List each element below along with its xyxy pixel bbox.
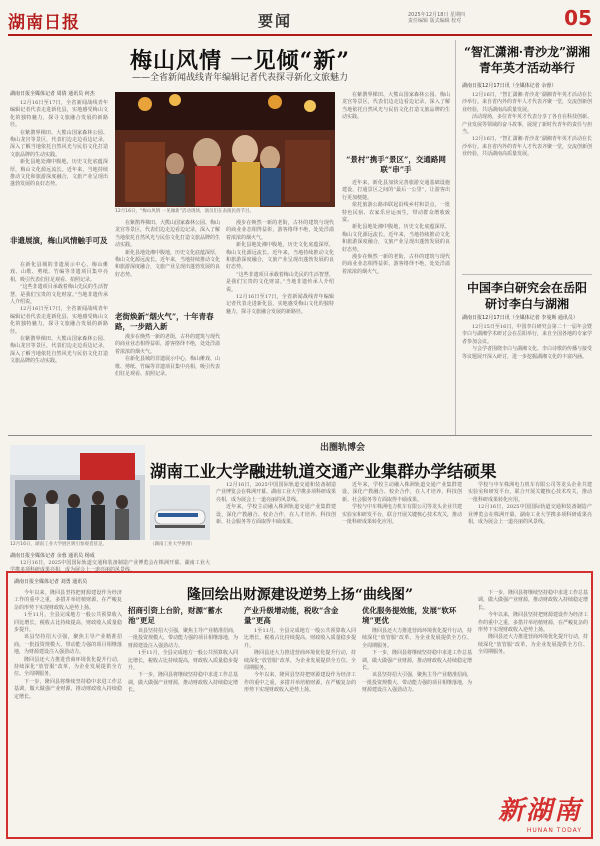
right-story-1-byline: 湖南日报12月17日讯（全媒体记者 余蓉） [462, 83, 557, 89]
paragraph: 12月15日至16日，中国李白研究会第二十一届年会暨李白与湖湘学术研讨会在岳阳举行，来自全国各地的专家学者参加会议。 [462, 324, 593, 345]
paragraph: 漫步在焕然一新的老街，古朴的建筑与现代的商业业态相得益彰，游客络绎不绝，处处洋溢着浓浓的烟火气。 [226, 220, 334, 241]
right-story-1-headline: “智汇潇湘·青沙龙”湖湘青年英才活动举行 [464, 45, 590, 75]
lead-body-5 [226, 220, 334, 430]
right-story-1-body [462, 92, 592, 272]
lead-byline: 湖南日报全媒体记者 周倩 通讯员 何杰 [10, 91, 95, 97]
paragraph: 1至11月，全县完成地方一般公共预算收入同比增长，税收占比持续提高，财政收入质量稳步提升。 [14, 612, 122, 634]
paragraph: 近年来，学校主动融入株洲轨道交通产业集群建设，深化产教融合、校企合作，在人才培养、科技创新、社会服务等方面取得丰硕成果。 [342, 482, 462, 503]
paragraph: 今年以来，隆回县坚持把财源建设作为经济工作的重中之重，多措并举培植财源，在严峻复杂的形势下实现财政收入逆势上扬。 [478, 612, 589, 634]
paragraph: 在紫鹊界梯田、大熊山国家森林公园、梅山龙宫等景区，代表们边走边看边记录，深入了解当地依托自然风光与民俗文化打造文旅品牌的生动实践。 [10, 129, 108, 158]
paragraph: 与会学者围绕李白与湖湘文化、李白诗歌的传播与接受等议题展开深入研讨，进一步挖掘湖湘文化的丰富内涵。 [462, 346, 593, 360]
middle-photo-caption-left: 12月16日，湖南工业大学展区吸引参观者驻足。 [10, 542, 107, 547]
paragraph: 下一步，隆回县将继续坚持稳中求进工作总基调，做大做强产业财源，推动财政收入持续稳定增长。 [362, 650, 473, 672]
paragraph: 在新化县城的非遗展示中心，梅山傩戏、山歌、剪纸、竹编等非遗项目集中亮相，吸引代表们驻足观看、拍照记录。 [115, 356, 221, 378]
paragraph: 今年以来，隆回县坚持把财源建设作为经济工作的重中之重，多措并举培植财源，在严峻复杂的形势下实现财政收入逆势上扬。 [244, 672, 356, 694]
brand-watermark [498, 790, 582, 834]
lead-sidebar-body [342, 180, 450, 430]
lead-sidebar-heading: “景村”携手“景区”，交通路网联“串”手 [346, 155, 446, 174]
right-story-2-body [462, 324, 592, 432]
paragraph: 隆回县还大力推进营商环境优化提升行动，持续深化“放管服”改革，为企业发展提供全方位、全周期服务。 [244, 650, 356, 672]
festival-scene-image [115, 92, 335, 207]
newspaper-logo: 湖南日报 [8, 13, 80, 33]
paragraph: “这些非遗项目承载着梅山先民的生活智慧，是我们宝贵的文化财富。”当地非遗传承人介绍说。 [10, 284, 108, 306]
middle-headline: 湖南工业大学融进轨道交通产业集群办学结硕果 [150, 462, 497, 481]
paragraph: 活动现场，多位青年英才代表分享了各自在科技创新、产业发展等领域的奋斗故事，展现了新时代青年的责任与担当。 [462, 114, 593, 136]
paragraph: 12月16日，2025中国国际轨道交通和装备制造产业博览会在株洲开幕。湖南工业大学携多项科研成果亮相，成为展会上一道亮丽的风景线。 [468, 504, 592, 526]
paragraph: 1至11月，全县完成地方一般公共预算收入同比增长，税收占比持续提高，财政收入质量稳步提升。 [244, 628, 356, 649]
page-number: 05 [564, 6, 592, 30]
lead-body-2 [10, 262, 108, 430]
lead-body-4 [115, 334, 220, 430]
right-story-2-headline: 中国李白研究会在岳阳研讨李白与湖湘 [466, 281, 587, 311]
middle-kicker: 出圈轨博会 [320, 443, 366, 453]
lead-subhead-2: 非遗展演，梅山风情触手可及 [10, 236, 108, 245]
paragraph: 学校与中车株洲电力机车有限公司等龙头企业共建实验室和研发平台，联合开展关键核心技术攻关，推动一批科研成果转化应用。 [468, 482, 592, 503]
paragraph: 12月16日，2025中国国际轨道交通和装备制造产业博览会在株洲开幕。湖南工业大学携多项科研成果亮相，成为展会上一道亮丽的风景线。 [216, 482, 337, 503]
paragraph: 该县坚持招大引强，聚焦主导产业精准招商，一批投资规模大、带动能力强的项目相继落地，为财源建设注入强劲动力。 [128, 628, 239, 649]
brand-tagline: HUNAN TODAY [526, 827, 582, 834]
paragraph: 1至11月，全县完成地方一般公共预算收入同比增长，税收占比持续提高，财政收入质量稳步提升。 [128, 650, 239, 672]
paragraph: 下一步，隆回县将继续坚持稳中求进工作总基调，做大做强产业财源，推动财政收入持续稳定增长。 [128, 672, 239, 694]
paragraph: 漫步在焕然一新的老街，古朴的建筑与现代的商业业态相得益彰，游客络绎不绝，处处洋溢着浓浓的烟火气。 [342, 254, 450, 275]
brand-name: 新湖南 [497, 796, 582, 826]
middle-photo-caption-right: （湖南工业大学供图） [150, 542, 195, 547]
middle-body-lead [10, 560, 210, 574]
right-story-2-byline: 湖南日报12月17日讯（全媒体记者 李曼斯 通讯员） [462, 315, 578, 321]
paragraph: 隆回县还大力推进营商环境优化提升行动，持续深化“放管服”改革，为企业发展提供全方位、全周期服务。 [14, 656, 122, 678]
paragraph: 在新化县城的非遗展示中心，梅山傩戏、山歌、剪纸、竹编等非遗项目集中亮相，吸引代表们驻足观看、拍照记录。 [10, 262, 108, 283]
paragraph: 新化县地处湘中腹地，历史文化底蕴深厚，梅山文化源远流长。近年来，当地持续推动文化和旅游深度融合，文旅产业呈现出蓬勃发展的良好态势。 [342, 224, 450, 253]
paragraph: 新化县地处湘中腹地，历史文化底蕴深厚，梅山文化源远流长。近年来，当地持续推动文化和旅游深度融合，文旅产业呈现出蓬勃发展的良好态势。 [10, 159, 108, 188]
paragraph: 新化县地处湘中腹地，历史文化底蕴深厚，梅山文化源远流长。近年来，当地持续推动文化和旅游深度融合，文旅产业呈现出蓬勃发展的良好态势。 [226, 242, 334, 271]
bottom-subhead-3: 优化服务提效能，发展“软环境”更优 [362, 606, 457, 625]
paragraph: 近年来，学校主动融入株洲轨道交通产业集群建设，深化产教融合、校企合作，在人才培养、科技创新、社会服务等方面取得丰硕成果。 [216, 504, 336, 526]
paragraph: 下一步，隆回县将继续坚持稳中求进工作总基调，做大做强产业财源，推动财政收入持续稳定增长。 [478, 590, 589, 611]
bottom-subhead-2: 产业升级增动能，税收“含金量”更高 [244, 606, 339, 625]
middle-body-2 [342, 482, 462, 568]
lead-body-3 [115, 220, 220, 310]
bottom-byline: 湖南日报全媒体记者 刘勇 通讯员 [14, 579, 88, 585]
column-divider [455, 40, 456, 435]
paragraph: 在紫鹊界梯田、大熊山国家森林公园、梅山龙宫等景区，代表们边走边看边记录，深入了解当地依托自然风光与民俗文化打造文旅品牌的生动实践。 [10, 336, 108, 365]
lead-photo-caption: 12月16日，“梅山风情 一见倾新”活动现场，演员们在表演民俗节目。 [115, 209, 255, 214]
middle-body-3 [468, 482, 592, 568]
paragraph: 在紫鹊界梯田、大熊山国家森林公园、梅山龙宫等景区，代表们边走边看边记录，深入了解当地依托自然风光与民俗文化打造文旅品牌的生动实践。 [115, 220, 221, 249]
paragraph: 新化县地处湘中腹地，历史文化底蕴深厚，梅山文化源远流长。近年来，当地持续推动文化和旅游深度融合，文旅产业呈现出蓬勃发展的良好态势。 [115, 249, 221, 278]
lead-body-1 [10, 100, 108, 232]
right-divider [462, 274, 592, 275]
lead-headline: 梅山风情 一见倾“新” [130, 48, 350, 74]
middle-body-1 [216, 482, 336, 568]
paragraph: 该县坚持招大引强，聚焦主导产业精准招商，一批投资规模大、带动能力强的项目相继落地，为财源建设注入强劲动力。 [362, 672, 473, 694]
bottom-body-5 [478, 590, 588, 785]
middle-photo-right [150, 485, 210, 540]
lead-photo [115, 92, 335, 207]
paragraph: 学校与中车株洲电力机车有限公司等龙头企业共建实验室和研发平台，联合开展关键核心技术攻关，推动一批科研成果转化应用。 [342, 504, 463, 526]
paragraph: 该县坚持招大引强，聚焦主导产业精准招商，一批投资规模大、带动能力强的项目相继落地，为财源建设注入强劲动力。 [14, 634, 122, 656]
paragraph: 依托旅游公路串联起沿线乡村和景点，一批特色民宿、农家乐应运而生，带动群众增收致富。 [342, 202, 450, 224]
date-line-2: 责任编辑 版式编辑 校对 [408, 18, 462, 24]
lead-body-6 [342, 92, 450, 152]
bottom-body-4 [362, 628, 472, 830]
paragraph: 12月16日至17日，全省新闻战线青年编辑记者代表走进新化县，实地感受梅山文化的独特魅力，探寻文旅融合发展的新路径。 [10, 306, 108, 335]
paragraph: 12月16日，“智汇潇湘·青沙龙”湖湘青年英才活动在长沙举行。来自省内外的青年人才代表齐聚一堂，交流创新创业经验，共话湖南高质量发展。 [462, 92, 593, 113]
masthead [8, 6, 592, 36]
section-rule [8, 435, 592, 436]
paragraph: 12月16日至17日，全省新闻战线青年编辑记者代表走进新化县，实地感受梅山文化的独特魅力，探寻文旅融合发展的新路径。 [226, 294, 334, 315]
paragraph: 今年以来，隆回县坚持把财源建设作为经济工作的重中之重，多措并举培植财源，在严峻复杂的形势下实现财政收入逆势上扬。 [14, 590, 122, 611]
paragraph: 隆回县还大力推进营商环境优化提升行动，持续深化“放管服”改革，为企业发展提供全方位、全周期服务。 [362, 628, 473, 649]
bottom-subhead-1: 招商引资上台阶，财源“蓄水池”更足 [128, 606, 223, 625]
paragraph: 12月16日至17日，全省新闻战线青年编辑记者代表走进新化县，实地感受梅山文化的独特魅力，探寻文旅融合发展的新路径。 [10, 100, 108, 129]
bottom-body-2 [128, 628, 238, 830]
paragraph: 下一步，隆回县将继续坚持稳中求进工作总基调，做大做强产业财源，推动财政收入持续稳定增长。 [14, 678, 122, 700]
paragraph: “这些非遗项目承载着梅山先民的生活智慧，是我们宝贵的文化财富。”当地非遗传承人介绍说。 [226, 271, 334, 293]
date-info [408, 12, 563, 24]
train-model-image [150, 485, 210, 540]
date-line-1: 2025年12月18日 星期四 [408, 12, 466, 18]
section-title: 要闻 [258, 12, 293, 30]
middle-byline: 湖南日报全媒体记者 余蓉 通讯员 杨成 [10, 553, 95, 559]
paragraph: 12月16日，“智汇潇湘·青沙龙”湖湘青年英才活动在长沙举行。来自省内外的青年人才代表齐聚一堂，交流创新创业经验，共话湖南高质量发展。 [462, 136, 593, 158]
bottom-body-3 [244, 628, 356, 830]
exhibition-crowd-image [10, 445, 145, 540]
bottom-body-1 [14, 590, 122, 830]
paragraph: 在紫鹊界梯田、大熊山国家森林公园、梅山龙宫等景区，代表们边走边看边记录，深入了解当地依托自然风光与民俗文化打造文旅品牌的生动实践。 [342, 92, 450, 121]
paragraph: 漫步在焕然一新的老街，古朴的建筑与现代的商业业态相得益彰，游客络绎不绝，处处洋溢着浓浓的烟火气。 [115, 334, 221, 355]
lead-subhead-3: 老街焕新“烟火气”，十年青春路，一步踏入新 [115, 312, 214, 331]
paragraph: 近年来，新化县加快完善旅游交通基础设施建设，打通景区之间的“最后一公里”，让游客出行更加便捷。 [342, 180, 450, 201]
middle-photo-left [10, 445, 145, 540]
paragraph: 12月16日，2025中国国际轨道交通和装备制造产业博览会在株洲开幕。湖南工业大学携多项科研成果亮相，成为展会上一道亮丽的风景线。 [10, 560, 210, 574]
lead-subhead: ——全省新闻战线青年编辑记者代表探寻新化文旅魅力 [131, 73, 348, 83]
bottom-headline: 隆回绘出财源建设逆势上扬“曲线图” [186, 587, 414, 603]
paragraph: 隆回县还大力推进营商环境优化提升行动，持续深化“放管服”改革，为企业发展提供全方位、全周期服务。 [478, 634, 589, 656]
